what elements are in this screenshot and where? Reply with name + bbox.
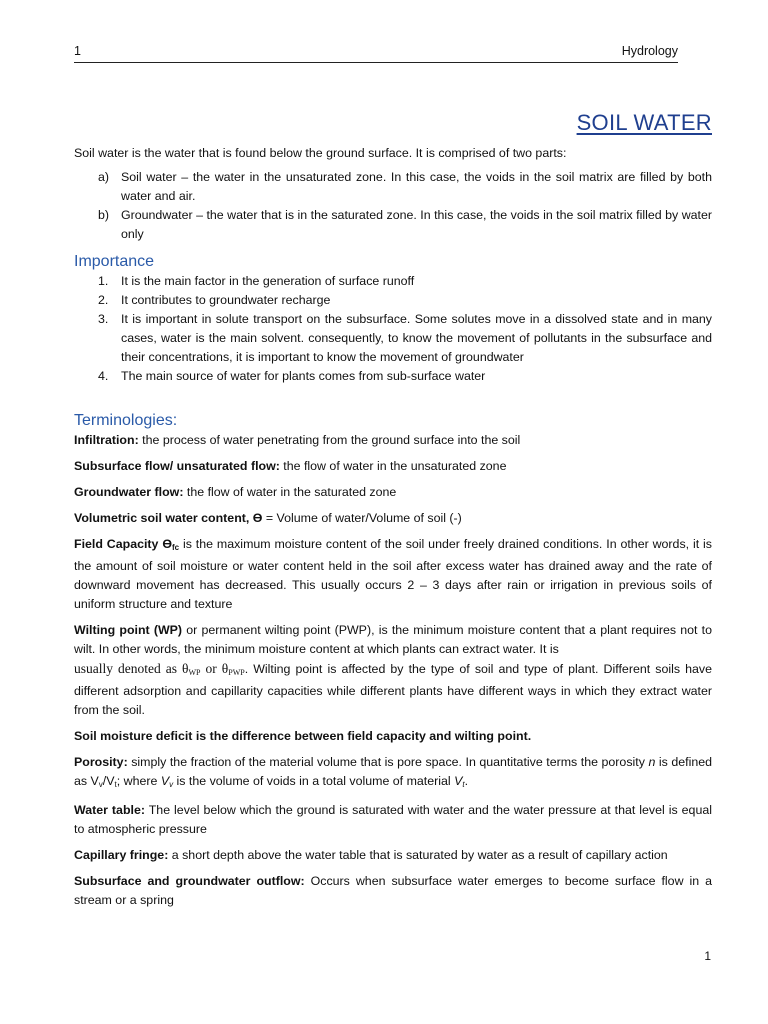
term-text: .	[464, 774, 469, 788]
parts-list	[74, 168, 712, 244]
def-moisture-deficit	[74, 727, 712, 746]
definitions	[74, 431, 712, 910]
term-text: . Wilting point is affected by the type of soil and type of plant. Different soils have different adsorption and capillarity capacities while different plants have different ways in which they extract water from the soil.	[74, 662, 712, 717]
list-item-text: Groundwater – the water that is in the saturated zone. In this case, the voids in the soil matrix filled by water only	[121, 208, 712, 241]
subscript-t: t	[114, 780, 117, 789]
term-text: Occurs when subsurface water emerges to become surface flow in a stream or a spring	[74, 874, 713, 907]
vv-symbol: V	[160, 774, 170, 788]
theta-symbol: ϴ	[249, 511, 263, 525]
term-label: Subsurface and groundwater outflow:	[74, 874, 305, 888]
term-text: is the maximum moisture content of the soil under freely drained conditions. In other words, it is the amount of soil moisture or water content held in the soil after excess water has drained away and the rate of downward movement has decreased. This usually occurs 2 – 3 days after rain or irrigation in previous soils of uniform structure and texture	[74, 537, 712, 611]
term-text: /V	[102, 774, 115, 788]
list-item	[74, 310, 712, 367]
term-text: Soil moisture deficit is the difference between field capacity and wilting point.	[74, 729, 532, 743]
list-item-text: Soil water – the water in the unsaturated zone. In this case, the voids in the soil matrix are filled by both water and air.	[121, 170, 712, 203]
list-item-text: It contributes to groundwater recharge	[121, 293, 331, 307]
term-label: Capillary fringe:	[74, 848, 169, 862]
def-outflow	[74, 872, 712, 910]
def-infiltration	[74, 431, 712, 450]
term-label: Subsurface flow/ unsaturated flow:	[74, 459, 280, 473]
subscript-t: t	[462, 780, 465, 789]
term-label: Infiltration:	[74, 433, 139, 447]
list-item	[74, 168, 712, 206]
footer-page-number: 1	[704, 949, 711, 963]
list-marker: 4.	[98, 369, 109, 383]
term-text: or permanent wilting point (PWP), is the minimum moisture content that a plant requires not to wilt. In other words, the minimum moisture content at which plants can extract water. It is	[74, 623, 712, 656]
porosity-symbol: n	[648, 755, 656, 769]
term-text: The level below which the ground is saturated with water and the water pressure at that level is equal to atmospheric pressure	[74, 803, 712, 836]
importance-heading: Importance	[74, 253, 155, 270]
def-capillary-fringe	[74, 846, 712, 865]
subscript-v: v	[98, 780, 103, 789]
list-item	[74, 291, 712, 310]
document-body	[74, 144, 712, 917]
subscript-wp: WP	[188, 668, 201, 677]
header-page-number: 1	[74, 44, 81, 58]
intro-paragraph: Soil water is the water that is found below the ground surface. It is comprised of two parts:	[74, 146, 567, 160]
list-item-text: The main source of water for plants comes from sub-surface water	[121, 369, 486, 383]
term-text: ; where	[116, 774, 161, 788]
term-text: the flow of water in the saturated zone	[183, 485, 397, 499]
term-label: Volumetric soil water content,	[74, 511, 250, 525]
list-item-text: It is important in solute transport on the subsurface. Some solutes move in a dissolved state and in many cases, water is the main solvent. consequently, to know the movement of pollutants in the subsurface and their concentrations, it is important to know the movement of groundwater	[121, 312, 712, 364]
serif-or: or θ	[200, 661, 229, 676]
def-water-table	[74, 801, 712, 839]
term-text: = Volume of water/Volume of soil (-)	[262, 511, 462, 525]
list-marker: 1.	[98, 274, 109, 288]
term-text: is the volume of voids in a total volume of material	[173, 774, 455, 788]
document-title: SOIL WATER	[576, 110, 712, 135]
list-marker: 2.	[98, 293, 109, 307]
list-item-text: It is the main factor in the generation of surface runoff	[121, 274, 415, 288]
def-porosity	[74, 753, 712, 794]
list-marker: b)	[98, 208, 110, 222]
term-text: the process of water penetrating from the ground surface into the soil	[138, 433, 521, 447]
terminologies-heading: Terminologies:	[74, 412, 178, 429]
term-text: the flow of water in the unsaturated zone	[279, 459, 507, 473]
def-field-capacity	[74, 535, 712, 614]
importance-list	[74, 272, 712, 386]
subscript-pwp: PWP	[228, 668, 245, 677]
def-groundwater-flow	[74, 483, 712, 502]
def-wilting-point	[74, 621, 712, 720]
list-item	[74, 206, 712, 244]
term-text: is defined as V	[74, 755, 712, 788]
list-marker: 3.	[98, 312, 109, 326]
page-header	[74, 42, 678, 63]
subscript-v: v	[169, 780, 174, 789]
term-label: Groundwater flow:	[74, 485, 184, 499]
term-label: Porosity:	[74, 755, 128, 769]
term-label: Field Capacity ϴ	[74, 537, 172, 551]
list-item	[74, 272, 712, 291]
term-label: Water table:	[74, 803, 145, 817]
term-subscript: fc	[171, 543, 180, 552]
serif-text: usually denoted as θ	[74, 661, 189, 676]
def-volumetric-content	[74, 509, 712, 528]
term-text: a short depth above the water table that is saturated by water as a result of capillary action	[168, 848, 668, 862]
header-title: Hydrology	[621, 44, 678, 58]
vt-symbol: V	[454, 774, 463, 788]
list-item	[74, 367, 712, 386]
term-label: Wilting point (WP)	[74, 623, 183, 637]
list-marker: a)	[98, 170, 110, 184]
def-subsurface-flow	[74, 457, 712, 476]
term-text: simply the fraction of the material volume that is pore space. In quantitative terms the porosity	[127, 755, 649, 769]
